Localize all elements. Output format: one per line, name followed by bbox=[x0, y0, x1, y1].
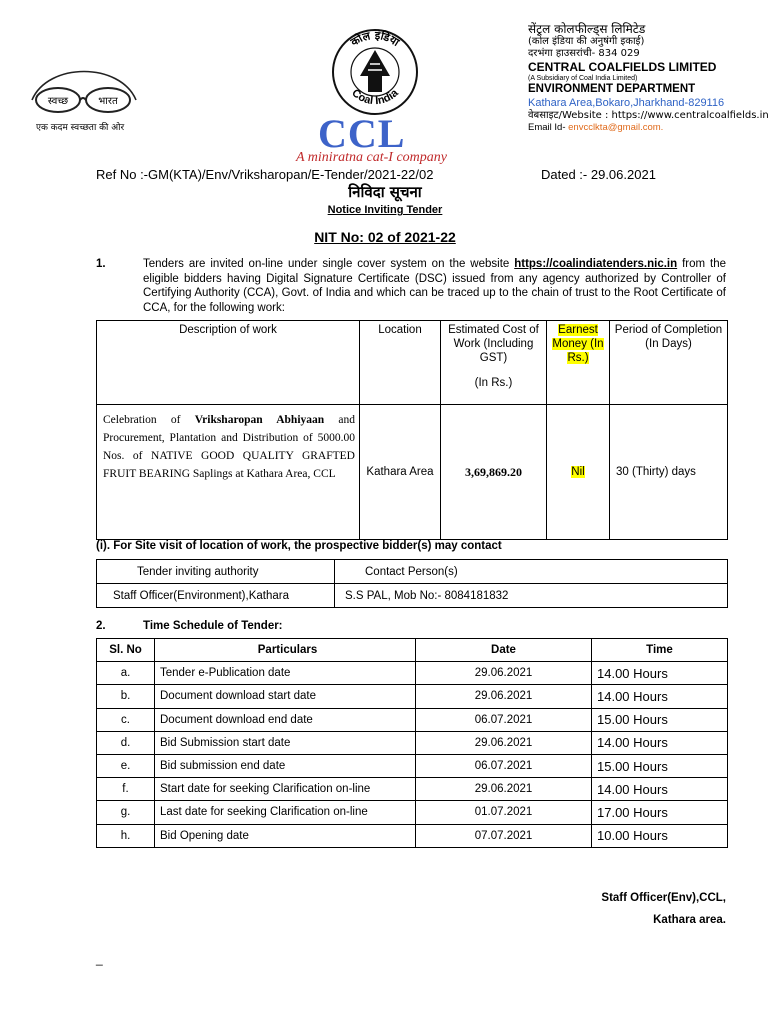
title-hindi: निविदा सूचना bbox=[348, 183, 422, 201]
schedule-date: 29.06.2021 bbox=[416, 662, 592, 685]
coal-india-seal bbox=[330, 26, 420, 118]
schedule-time: 10.00 Hours bbox=[592, 824, 728, 847]
table-row bbox=[97, 801, 728, 824]
schedule-date: 29.06.2021 bbox=[416, 685, 592, 708]
reference-number: Ref No :-GM(KTA)/Env/Vriksharopan/E-Tender/2021-22/02 bbox=[96, 167, 434, 182]
schedule-date: 06.07.2021 bbox=[416, 708, 592, 731]
company-name-hindi: सेंट्रल कोलफील्ड्स लिमिटेड bbox=[528, 22, 646, 36]
schedule-particular: Start date for seeking Clarification on-line bbox=[155, 778, 416, 801]
header-period: Period of Completion (In Days) bbox=[610, 321, 728, 405]
para1-text bbox=[143, 257, 726, 315]
schedule-date: 07.07.2021 bbox=[416, 824, 592, 847]
schedule-header-sl: Sl. No bbox=[97, 639, 155, 662]
nit-number: NIT No: 02 of 2021-22 bbox=[314, 229, 456, 245]
schedule-sl: b. bbox=[97, 685, 155, 708]
svg-text:कोल इंडिया bbox=[347, 28, 402, 49]
ccl-tagline: A miniratna cat-I company bbox=[296, 150, 447, 165]
work-cost: 3,69,869.20 bbox=[441, 405, 547, 540]
tender-website-link[interactable]: https://coalindiatenders.nic.in bbox=[514, 258, 678, 270]
work-emd bbox=[547, 405, 610, 540]
table-row bbox=[97, 708, 728, 731]
area-address: Kathara Area,Bokaro,Jharkhand-829116 bbox=[528, 96, 725, 109]
schedule-date: 06.07.2021 bbox=[416, 754, 592, 777]
swachh-logo-right-text: भारत bbox=[98, 96, 118, 107]
work-description: Celebration of Vriksharopan Abhiyaan and Procurement, Plantation and Distribution of 5000.00 Nos. of NATIVE GOOD QUALITY GRAFTED FRUIT BEARING Saplings at Kathara Area, CCL bbox=[97, 405, 360, 540]
department-name: ENVIRONMENT DEPARTMENT bbox=[528, 83, 696, 96]
schedule-particular: Document download end date bbox=[155, 708, 416, 731]
table-row bbox=[97, 754, 728, 777]
table-row bbox=[97, 824, 728, 847]
work-period: 30 (Thirty) days bbox=[610, 405, 728, 540]
swachh-logo-left-text: स्वच्छ bbox=[47, 96, 69, 107]
ccl-wordmark: CCL bbox=[318, 111, 406, 156]
work-location: Kathara Area bbox=[360, 405, 441, 540]
schedule-particular: Bid Submission start date bbox=[155, 731, 416, 754]
swachh-tagline: एक कदम स्वच्छता की ओर bbox=[36, 123, 125, 133]
schedule-particular: Bid submission end date bbox=[155, 754, 416, 777]
table-row bbox=[97, 778, 728, 801]
contact-table bbox=[96, 559, 728, 608]
site-visit-heading: (i). For Site visit of location of work, the prospective bidder(s) may contact bbox=[96, 540, 502, 552]
para2-number: 2. bbox=[96, 620, 106, 632]
schedule-time: 14.00 Hours bbox=[592, 662, 728, 685]
dated: Dated :- 29.06.2021 bbox=[541, 167, 656, 182]
header-cost-unit: (In Rs.) bbox=[474, 377, 513, 389]
address-hindi: दरभंगा हाउसरांची- 834 029 bbox=[528, 48, 640, 60]
schedule-header-date: Date bbox=[416, 639, 592, 662]
schedule-time: 14.00 Hours bbox=[592, 731, 728, 754]
schedule-header-particulars: Particulars bbox=[155, 639, 416, 662]
work-emd-value: Nil bbox=[571, 466, 585, 478]
website-line: वेबसाइट/Website : https://www.centralcoalfields.in bbox=[528, 110, 769, 122]
schedule-date: 01.07.2021 bbox=[416, 801, 592, 824]
header-description: Description of work bbox=[97, 321, 360, 405]
header-cost bbox=[441, 321, 547, 405]
footer-mark: _ bbox=[96, 952, 103, 966]
schedule-date: 29.06.2021 bbox=[416, 778, 592, 801]
schedule-sl: h. bbox=[97, 824, 155, 847]
contact-person: S.S PAL, Mob No:- 8084181832 bbox=[335, 584, 728, 608]
para1-text-after: from the eligible bidders having Digital Signature Certificate (DSC) issued from any agency authorized by Controller of Certifying Authority (CCA), Govt. of India and which can be traced up to the chain of trust to the Root Certificate of CCA, for the following work: bbox=[143, 258, 726, 314]
header-emd bbox=[547, 321, 610, 405]
schedule-time: 14.00 Hours bbox=[592, 778, 728, 801]
signature-line-1: Staff Officer(Env),CCL, bbox=[601, 892, 726, 904]
company-name: CENTRAL COALFIELDS LIMITED bbox=[528, 60, 717, 75]
email-address: envcclkta@gmail.com. bbox=[568, 122, 664, 134]
contact-authority: Staff Officer(Environment),Kathara bbox=[97, 584, 335, 608]
schedule-particular: Last date for seeking Clarification on-line bbox=[155, 801, 416, 824]
schedule-table bbox=[96, 638, 728, 848]
signature-line-2: Kathara area. bbox=[653, 914, 726, 926]
schedule-sl: a. bbox=[97, 662, 155, 685]
header-cost-label: Estimated Cost of Work (Including GST) bbox=[448, 324, 539, 364]
work-table bbox=[96, 320, 728, 540]
header-location: Location bbox=[360, 321, 441, 405]
schedule-sl: c. bbox=[97, 708, 155, 731]
company-subsidiary-hindi: (कोल इंडिया की अनुषंगी इकाई) bbox=[528, 36, 645, 48]
table-row bbox=[97, 662, 728, 685]
letterhead-right bbox=[528, 22, 769, 134]
schedule-time: 15.00 Hours bbox=[592, 708, 728, 731]
schedule-particular: Bid Opening date bbox=[155, 824, 416, 847]
schedule-particular: Tender e-Publication date bbox=[155, 662, 416, 685]
schedule-date: 29.06.2021 bbox=[416, 731, 592, 754]
email-line bbox=[528, 122, 758, 133]
para2-title: Time Schedule of Tender: bbox=[143, 620, 283, 632]
contact-header-person: Contact Person(s) bbox=[335, 560, 728, 584]
table-row bbox=[97, 731, 728, 754]
schedule-particular: Document download start date bbox=[155, 685, 416, 708]
header-emd-label: Earnest Money (In Rs.) bbox=[552, 324, 604, 364]
schedule-time: 14.00 Hours bbox=[592, 685, 728, 708]
para1-number: 1. bbox=[96, 258, 106, 270]
schedule-sl: f. bbox=[97, 778, 155, 801]
schedule-sl: d. bbox=[97, 731, 155, 754]
schedule-sl: g. bbox=[97, 801, 155, 824]
schedule-time: 15.00 Hours bbox=[592, 754, 728, 777]
email-label: Email Id- bbox=[528, 122, 566, 134]
subsidiary-note: (A Subsidiary of Coal India Limited) bbox=[528, 74, 638, 82]
schedule-header-time: Time bbox=[592, 639, 728, 662]
seal-bottom-text: Coal India bbox=[349, 87, 401, 108]
para1-text-before: Tenders are invited on-line under single cover system on the website bbox=[143, 258, 515, 270]
schedule-time: 17.00 Hours bbox=[592, 801, 728, 824]
title-english: Notice Inviting Tender bbox=[327, 204, 443, 216]
schedule-sl: e. bbox=[97, 754, 155, 777]
table-row bbox=[97, 685, 728, 708]
seal-top-text: कोल इंडिया bbox=[348, 28, 402, 49]
contact-header-authority: Tender inviting authority bbox=[97, 560, 335, 584]
